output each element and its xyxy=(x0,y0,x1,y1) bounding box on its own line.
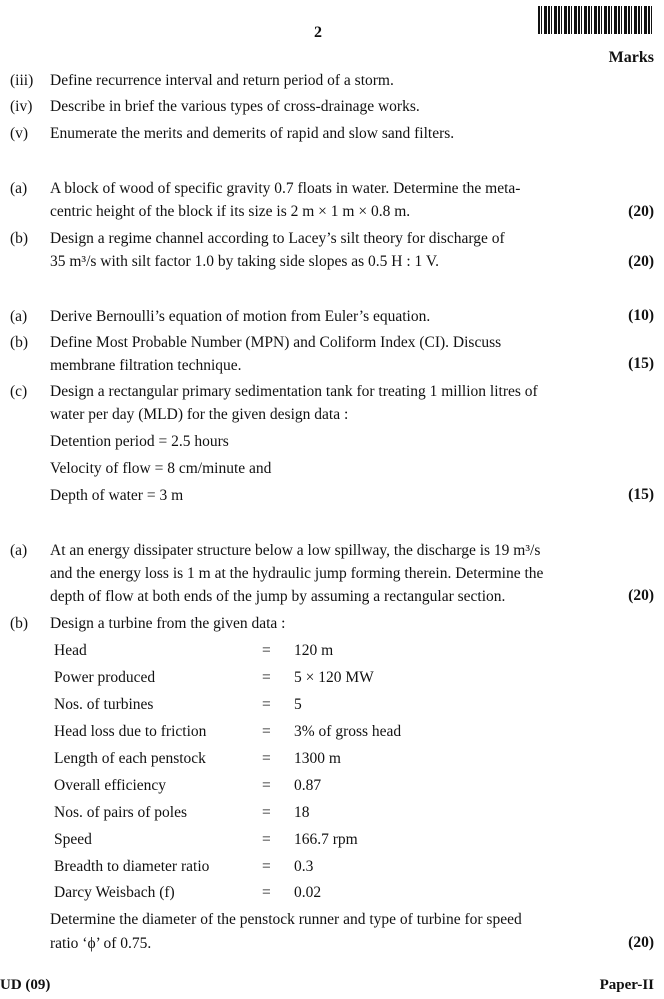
part-number: (b) xyxy=(10,230,29,247)
row-value: 0.87 xyxy=(294,777,322,794)
marks-value: (20) xyxy=(628,253,654,270)
row-equals: = xyxy=(262,696,271,713)
row-value: 3% of gross head xyxy=(294,723,402,740)
part-number: (iii) xyxy=(10,72,34,89)
row-equals: = xyxy=(262,831,271,848)
part-text: A block of wood of specific gravity 0.7 floats in water. Determine the meta- xyxy=(50,180,521,197)
part-number: (a) xyxy=(10,542,28,559)
row-equals: = xyxy=(262,884,271,901)
row-label: Length of each penstock xyxy=(54,750,206,767)
part-text: Design a rectangular primary sedimentation tank for treating 1 million litres of xyxy=(50,383,538,400)
row-value: 120 m xyxy=(294,642,334,659)
marks-value: (15) xyxy=(628,355,654,372)
row-equals: = xyxy=(262,669,271,686)
row-value: 5 × 120 MW xyxy=(294,669,374,686)
part-text: Describe in brief the various types of cross-drainage works. xyxy=(50,98,420,115)
row-equals: = xyxy=(262,723,271,740)
part-text: At an energy dissipater structure below a low spillway, the discharge is 19 m³/s xyxy=(50,542,541,559)
row-label: Breadth to diameter ratio xyxy=(54,858,210,875)
part-number: (iv) xyxy=(10,98,33,115)
marks-heading: Marks xyxy=(608,49,654,66)
part-text: 35 m³/s with silt factor 1.0 by taking side slopes as 0.5 H : 1 V. xyxy=(50,253,439,270)
part-number: (v) xyxy=(10,125,29,142)
marks-value: (20) xyxy=(628,587,654,604)
design-data-line: Depth of water = 3 m xyxy=(50,487,184,504)
marks-value: (20) xyxy=(628,203,654,220)
footer-code: UD (09) xyxy=(0,977,51,993)
part-number: (a) xyxy=(10,308,28,325)
part-text: and the energy loss is 1 m at the hydraulic jump forming therein. Determine the xyxy=(50,565,544,582)
row-value: 18 xyxy=(294,804,310,821)
marks-value: (20) xyxy=(628,934,654,951)
row-equals: = xyxy=(262,642,271,659)
marks-value: (15) xyxy=(628,486,654,503)
part-text: Determine the diameter of the penstock runner and type of turbine for speed xyxy=(50,911,522,928)
part-text: depth of flow at both ends of the jump by assuming a rectangular section. xyxy=(50,588,506,605)
row-value: 0.3 xyxy=(294,858,314,875)
row-label: Head xyxy=(54,642,87,659)
part-number: (b) xyxy=(10,615,29,632)
part-text: Design a turbine from the given data : xyxy=(50,615,286,632)
row-value: 1300 m xyxy=(294,750,341,767)
part-text: membrane filtration technique. xyxy=(50,357,242,374)
row-label: Overall efficiency xyxy=(54,777,167,794)
row-value: 166.7 rpm xyxy=(294,831,358,848)
row-label: Nos. of pairs of poles xyxy=(54,804,188,821)
part-text: Define Most Probable Number (MPN) and Coliform Index (CI). Discuss xyxy=(50,334,502,351)
part-text: centric height of the block if its size is 2 m × 1 m × 0.8 m. xyxy=(50,203,411,220)
part-number: (a) xyxy=(10,180,28,197)
footer-paper: Paper-II xyxy=(599,977,654,993)
marks-value: (10) xyxy=(628,307,654,324)
row-equals: = xyxy=(262,777,271,794)
row-equals: = xyxy=(262,750,271,767)
row-value: 0.02 xyxy=(294,884,322,901)
part-text: Derive Bernoulli’s equation of motion from Euler’s equation. xyxy=(50,308,431,325)
design-data-line: Velocity of flow = 8 cm/minute and xyxy=(50,460,272,477)
part-number: (c) xyxy=(10,383,28,400)
row-label: Nos. of turbines xyxy=(54,696,154,713)
row-label: Darcy Weisbach (f) xyxy=(54,884,175,901)
row-equals: = xyxy=(262,858,271,875)
part-text: Define recurrence interval and return period of a storm. xyxy=(50,72,394,89)
design-data-line: Detention period = 2.5 hours xyxy=(50,433,229,450)
part-text: ratio ‘ϕ’ of 0.75. xyxy=(50,935,152,952)
row-equals: = xyxy=(262,804,271,821)
part-text: water per day (MLD) for the given design data : xyxy=(50,406,349,423)
part-number: (b) xyxy=(10,334,29,351)
row-label: Head loss due to friction xyxy=(54,723,207,740)
barcode xyxy=(538,6,654,34)
row-label: Power produced xyxy=(54,669,156,686)
page-number: 2 xyxy=(314,24,322,41)
part-text: Design a regime channel according to Lacey’s silt theory for discharge of xyxy=(50,230,505,247)
row-value: 5 xyxy=(294,696,302,713)
row-label: Speed xyxy=(54,831,92,848)
part-text: Enumerate the merits and demerits of rapid and slow sand filters. xyxy=(50,125,455,142)
